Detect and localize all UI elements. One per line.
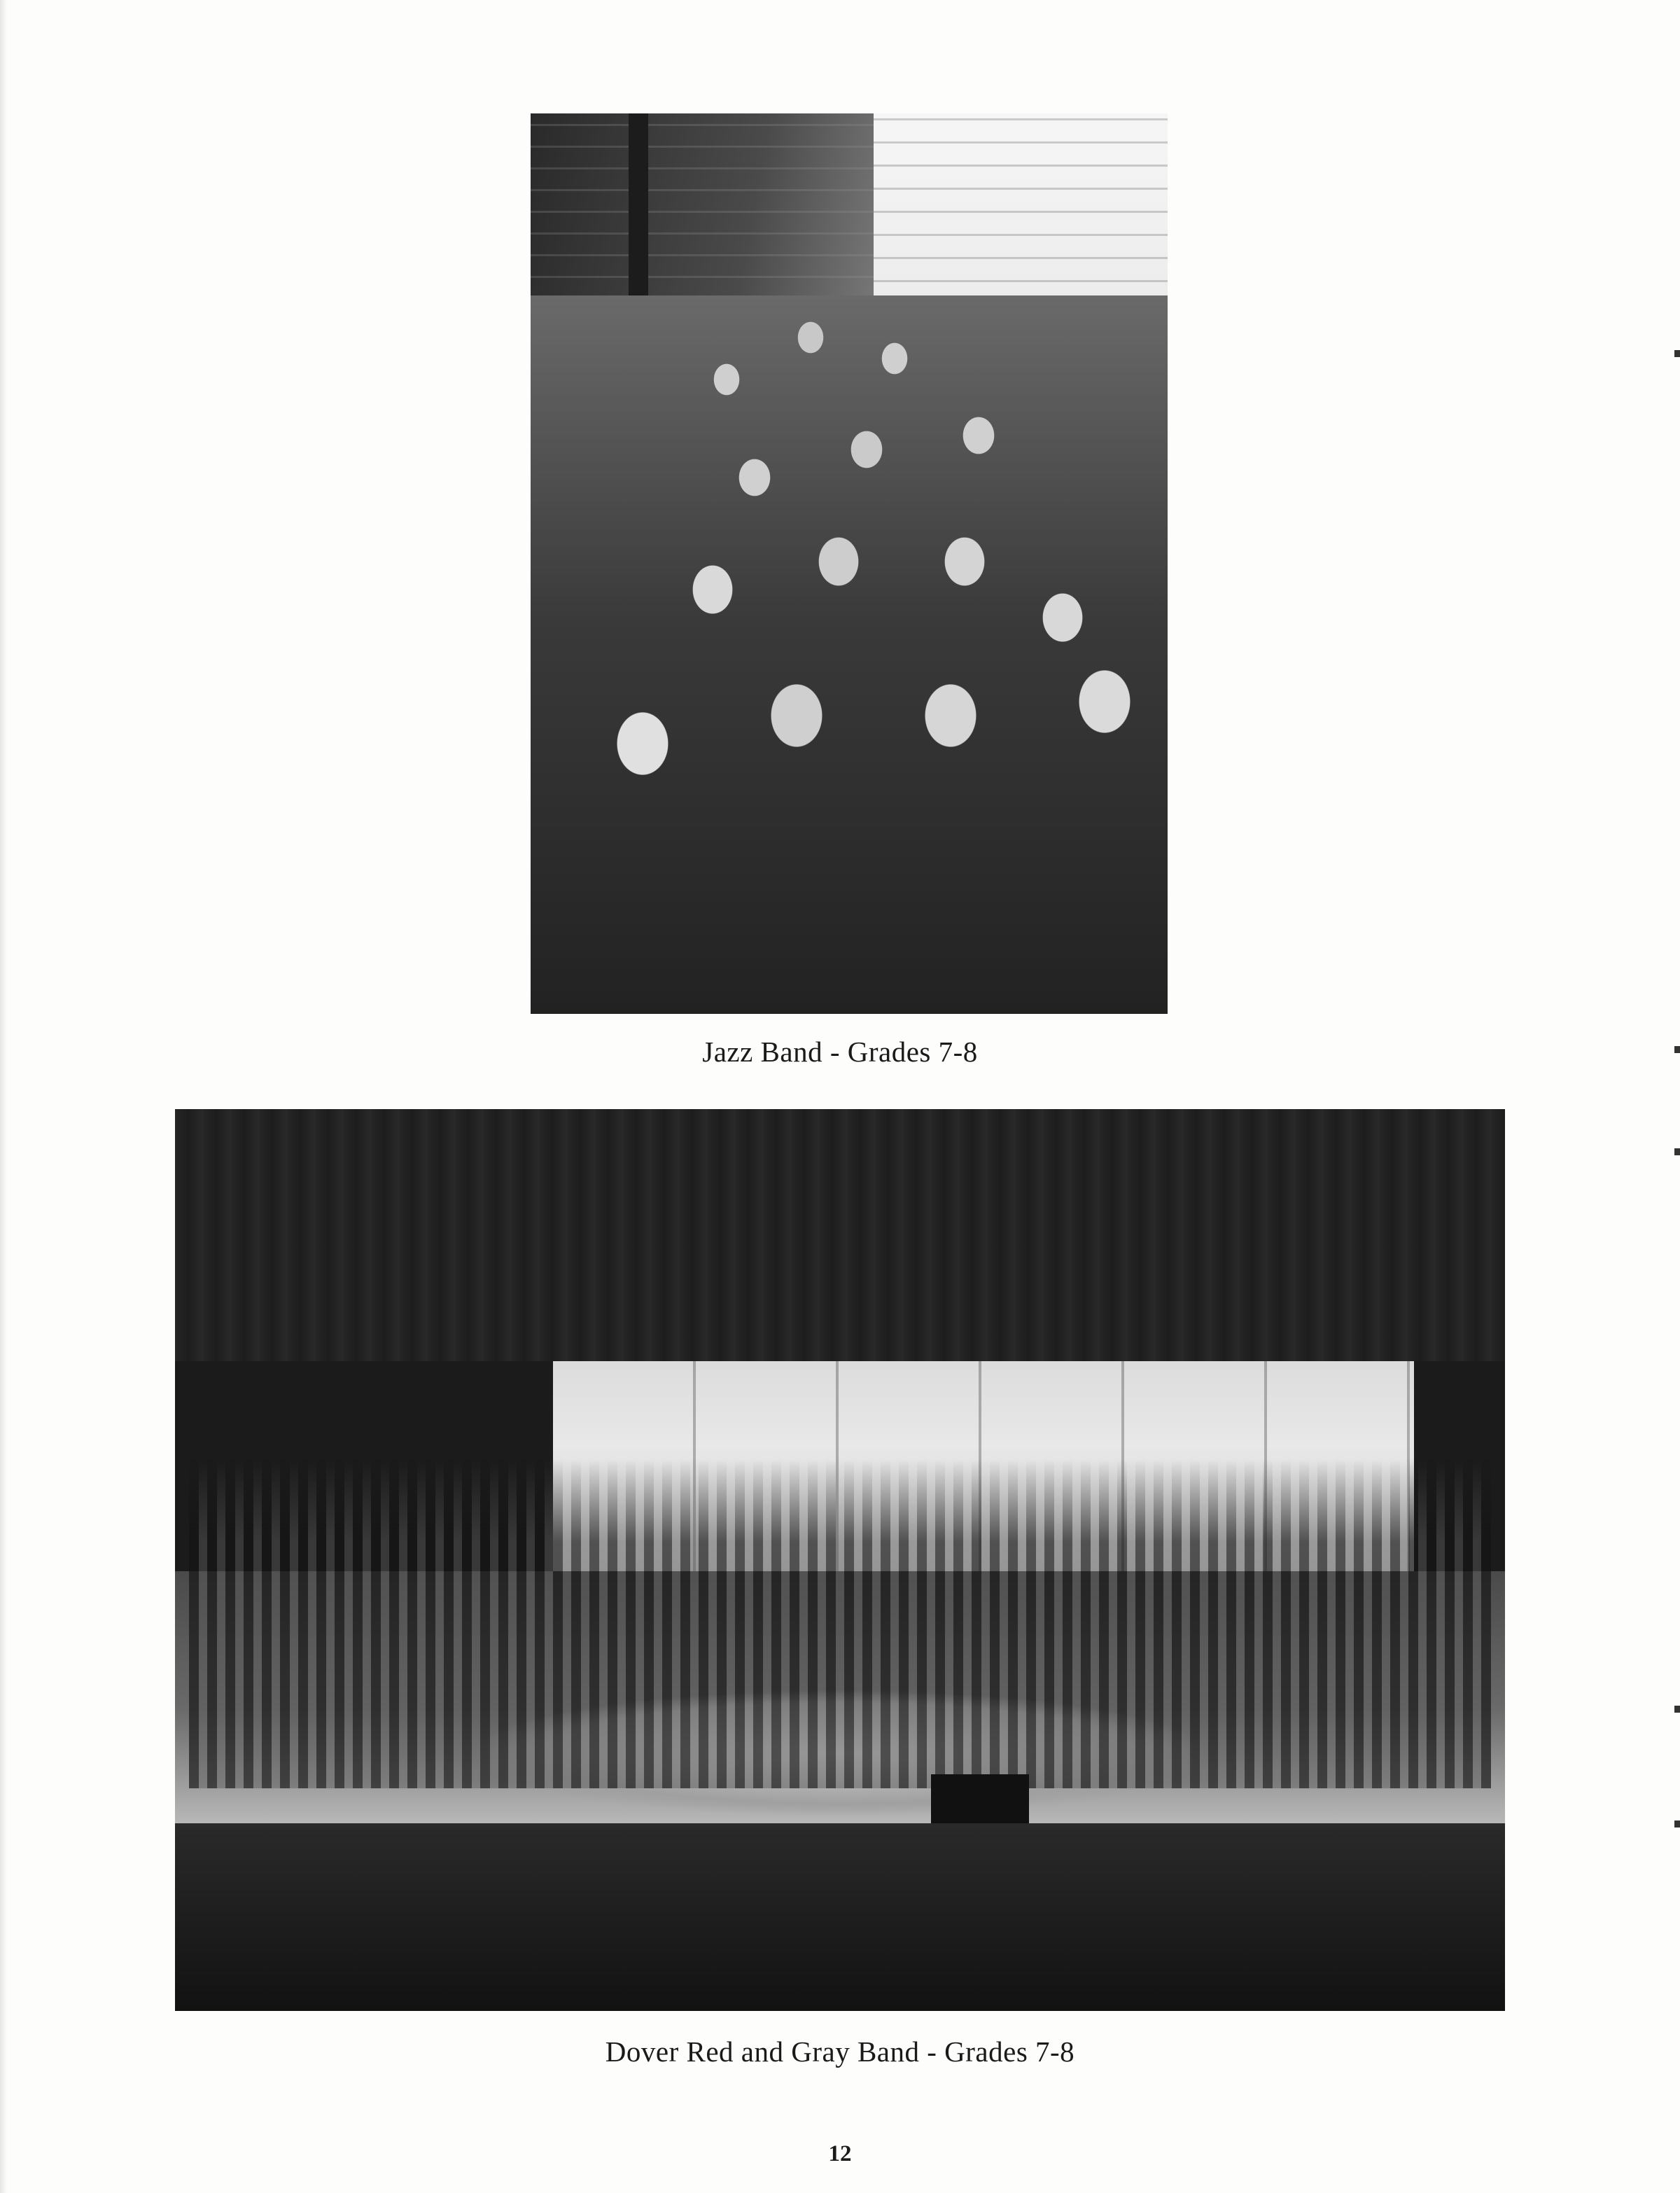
stair-railing-post — [629, 113, 648, 295]
band-members-on-stage — [189, 1459, 1491, 1788]
conductor-podium — [931, 1774, 1029, 1823]
jazz-band-photo — [531, 113, 1168, 1014]
scan-edge-mark — [1674, 350, 1680, 357]
page-number: 12 — [828, 2141, 852, 2166]
scan-edge-mark — [1674, 1148, 1680, 1155]
jazz-band-caption: Jazz Band - Grades 7-8 — [702, 1036, 978, 1068]
band-members-group — [531, 295, 1168, 1014]
stage-curtain — [175, 1109, 1505, 1361]
concert-band-caption: Dover Red and Gray Band - Grades 7-8 — [605, 2035, 1075, 2068]
scan-edge-mark — [1674, 1820, 1680, 1828]
concert-band-photo — [175, 1109, 1505, 2011]
scan-edge-mark — [1674, 1706, 1680, 1713]
scan-edge-mark — [1674, 1046, 1680, 1053]
stage-front — [175, 1823, 1505, 2011]
page-edge-shadow — [0, 0, 7, 2193]
